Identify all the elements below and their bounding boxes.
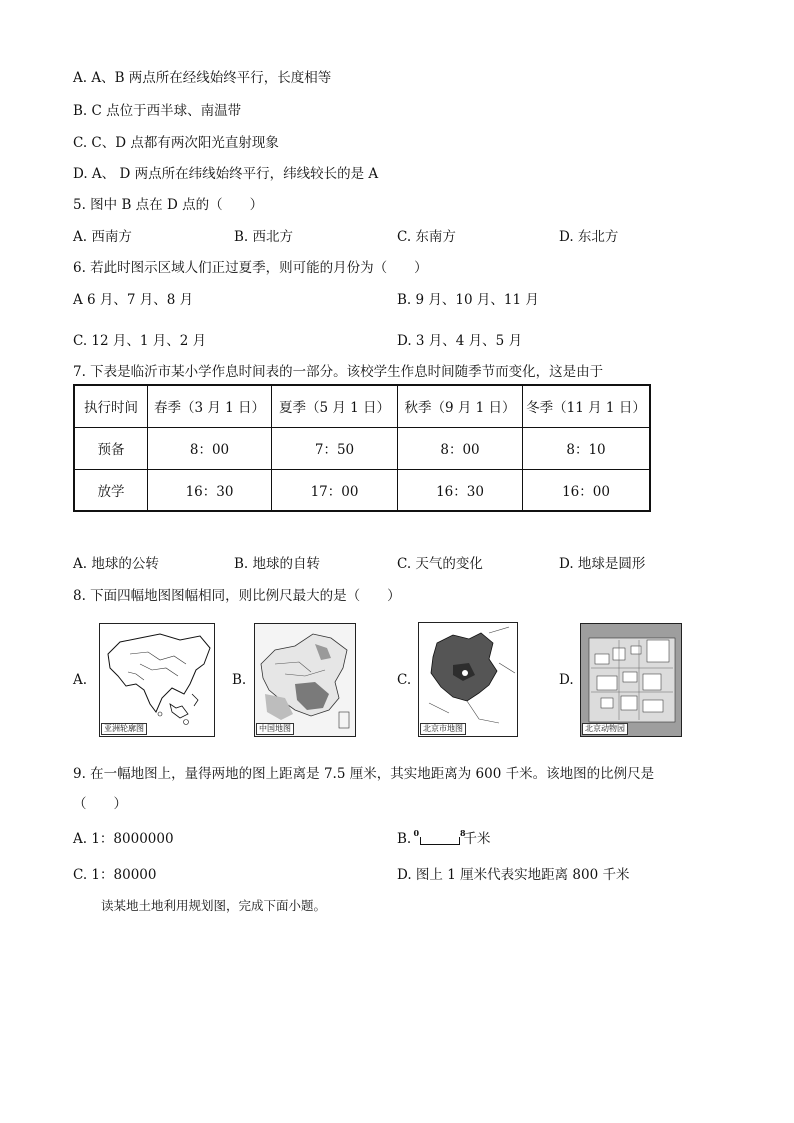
scale-eight: 8	[459, 827, 466, 838]
q4-option-a: A. A、B 两点所在经线始终平行，长度相等	[73, 70, 332, 86]
china-map	[255, 624, 355, 736]
q7-option-c: C. 天气的变化	[397, 556, 483, 572]
map-label: 北京动物园	[582, 723, 628, 735]
q8-option-c: C.	[397, 672, 412, 688]
table-header: 冬季（11 月 1 日）	[523, 385, 651, 427]
table-header-row	[74, 385, 650, 427]
map-zoo	[580, 623, 682, 737]
map-beijing	[418, 622, 518, 737]
scale-zero: 0	[413, 827, 420, 838]
q9-option-d: D. 图上 1 厘米代表实地距离 800 千米	[397, 867, 630, 883]
table-cell: 16：00	[523, 469, 651, 511]
map-label: 亚洲轮廓图	[101, 723, 147, 735]
q5-stem: 5. 图中 B 点在 D 点的（ ）	[73, 197, 264, 213]
table-row	[74, 427, 650, 469]
q4-option-d: D. A、 D 两点所在纬线始终平行，纬线较长的是 A	[73, 166, 379, 182]
q5-option-c: C. 东南方	[397, 229, 456, 245]
table-header: 执行时间	[74, 385, 148, 427]
q5-option-b: B. 西北方	[234, 229, 294, 245]
q9-stem-bracket: （ ）	[73, 796, 127, 812]
schedule-table	[73, 384, 651, 512]
table-header: 夏季（5 月 1 日）	[272, 385, 398, 427]
q9-option-b-letter: B.	[397, 831, 412, 847]
q7-stem: 7. 下表是临沂市某小学作息时间表的一部分。该校学生作息时间随季节而变化，这是由于	[73, 364, 604, 380]
asia-outline-map	[100, 624, 214, 736]
scale-unit: 千米	[463, 831, 491, 847]
q9-stem: 9. 在一幅地图上，量得两地的图上距离是 7.5 厘米，其实地距离为 600 千米。该地图的比例尺是	[73, 766, 655, 782]
map-label: 中国地图	[256, 723, 294, 735]
q6-stem: 6. 若此时图示区域人们正过夏季，则可能的月份为（ ）	[73, 260, 428, 276]
table-header: 秋季（9 月 1 日）	[398, 385, 523, 427]
map-label: 北京市地图	[420, 723, 466, 735]
q8-option-d: D.	[559, 672, 574, 688]
next-section-intro: 读某地土地利用规划图，完成下面小题。	[101, 898, 327, 913]
table-cell: 8：00	[398, 427, 523, 469]
map-asia	[99, 623, 215, 737]
q4-option-c: C. C、D 点都有两次阳光直射现象	[73, 135, 279, 151]
q8-option-a: A.	[73, 672, 88, 688]
q9-option-b	[397, 827, 491, 847]
q9-option-a: A. 1：8000000	[73, 831, 174, 847]
q6-option-a: A 6 月、7 月、8 月	[73, 292, 194, 308]
q9-option-c: C. 1：80000	[73, 867, 157, 883]
q7-option-a: A. 地球的公转	[73, 556, 159, 572]
table-header: 春季（3 月 1 日）	[148, 385, 272, 427]
table-cell: 16：30	[148, 469, 272, 511]
table-cell: 17：00	[272, 469, 398, 511]
beijing-city-map	[419, 623, 517, 736]
q5-option-d: D. 东北方	[559, 229, 619, 245]
q6-option-d: D. 3 月、4 月、5 月	[397, 333, 523, 349]
map-china	[254, 623, 356, 737]
table-cell: 7：50	[272, 427, 398, 469]
q8-option-b: B.	[232, 672, 247, 688]
table-cell: 8：00	[148, 427, 272, 469]
table-cell: 放学	[74, 469, 148, 511]
scale-bar-icon	[413, 827, 466, 846]
q4-option-b: B. C 点位于西半球、南温带	[73, 103, 242, 119]
table-cell: 8：10	[523, 427, 651, 469]
q7-option-d: D. 地球是圆形	[559, 556, 646, 572]
table-cell: 16：30	[398, 469, 523, 511]
table-row	[74, 469, 650, 511]
q6-option-c: C. 12 月、1 月、2 月	[73, 333, 207, 349]
q7-option-b: B. 地球的自转	[234, 556, 321, 572]
q6-option-b: B. 9 月、10 月、11 月	[397, 292, 539, 308]
q5-option-a: A. 西南方	[73, 229, 132, 245]
q8-stem: 8. 下面四幅地图图幅相同，则比例尺最大的是（ ）	[73, 588, 401, 604]
table-cell: 预备	[74, 427, 148, 469]
beijing-zoo-map	[581, 624, 681, 736]
